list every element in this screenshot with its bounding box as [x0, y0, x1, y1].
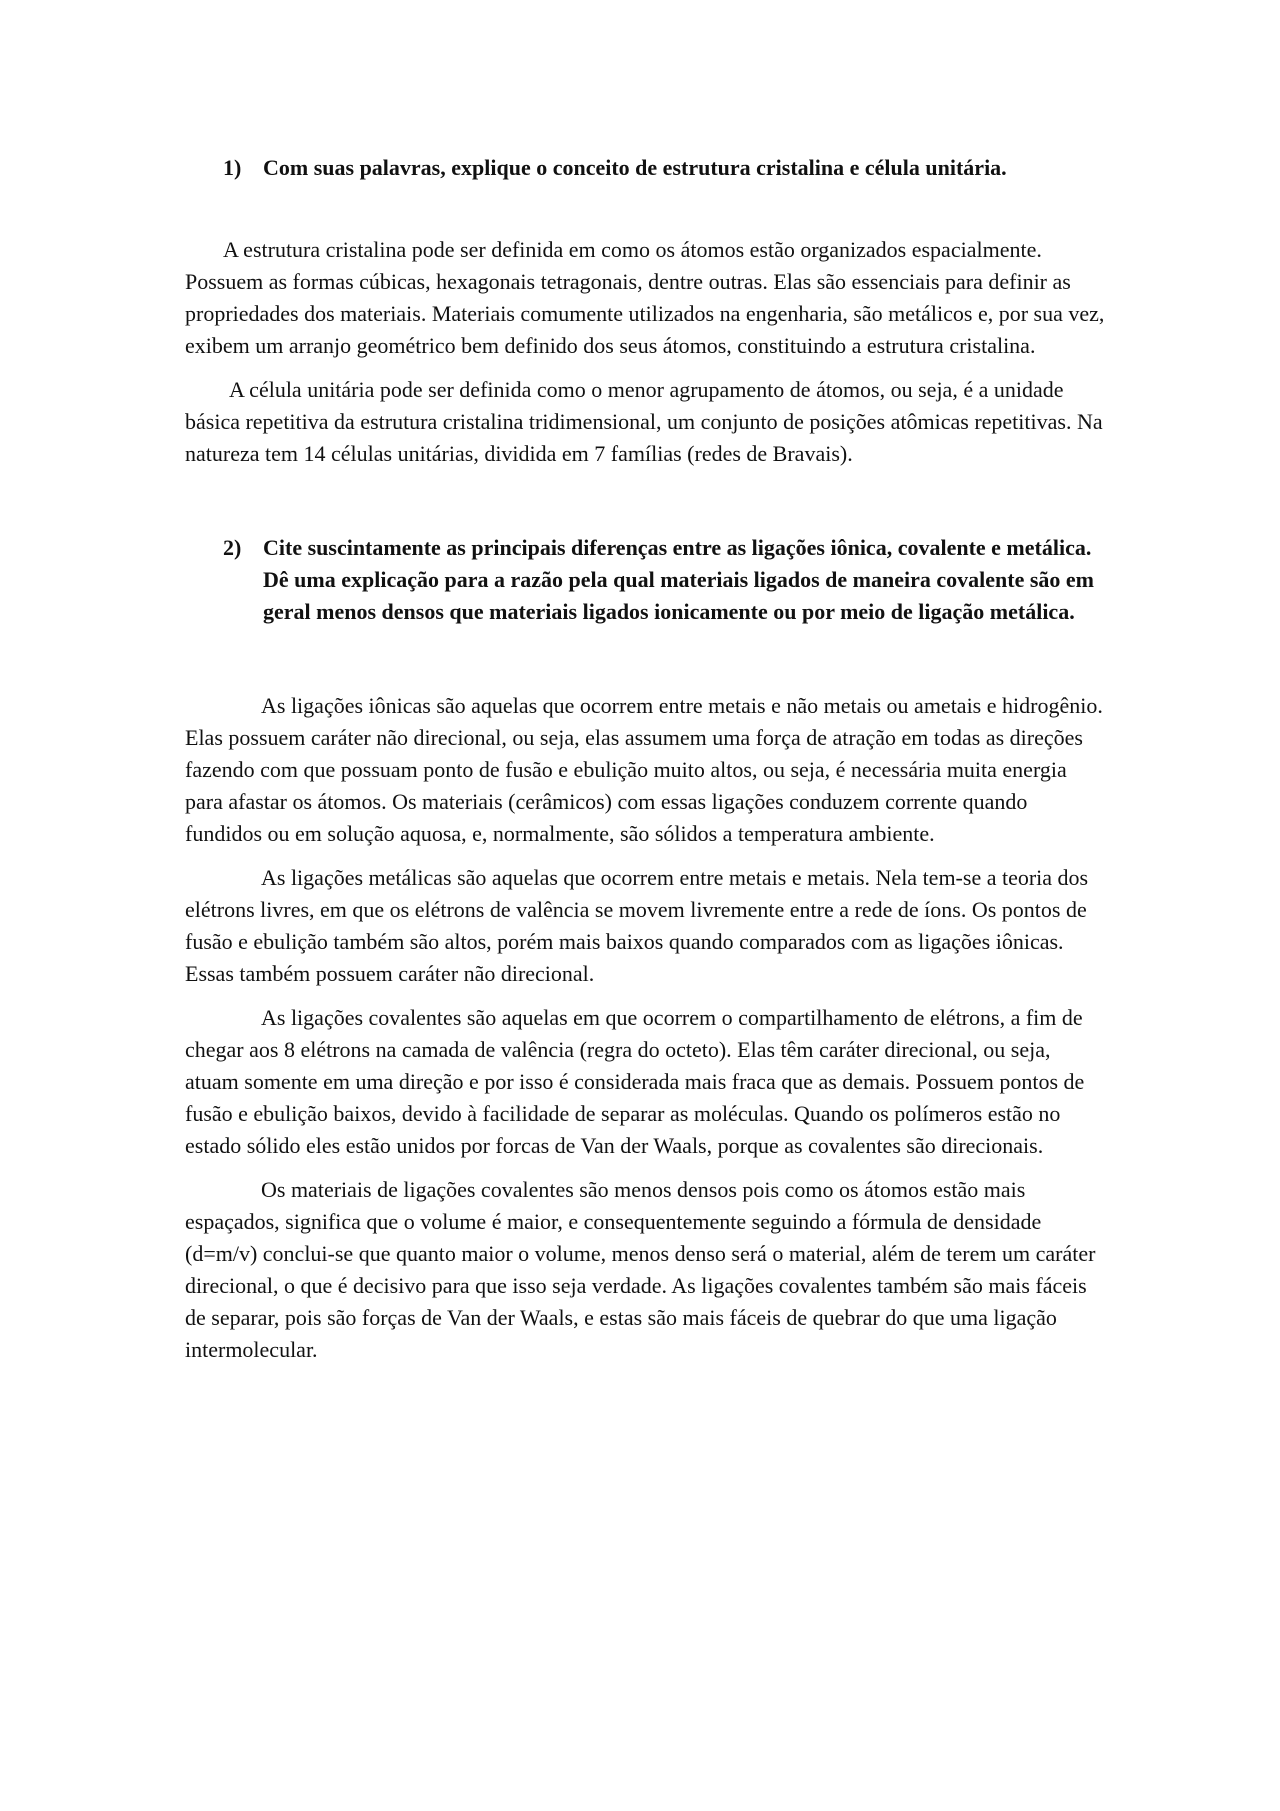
question-2-number: 2): [223, 535, 242, 560]
answer-2-paragraph-1: As ligações iônicas são aquelas que ocorrem entre metais e não metais ou ametais e hidrogênio. Elas possuem caráter não direcional, ou seja, elas assumem uma força de atração em todas as direções fazendo com que possuam ponto de fusão e ebulição muito altos, ou seja, é necessária muita energia para afastar os átomos. Os materiais (cerâmicos) com essas ligações conduzem corrente quando fundidos ou em solução aquosa, e, normalmente, são sólidos a temperatura ambiente.: [185, 693, 1103, 846]
answer-2-paragraph-3: As ligações covalentes são aquelas em que ocorrem o compartilhamento de elétrons, a fim de chegar aos 8 elétrons na camada de valência (regra do octeto). Elas têm caráter direcional, ou seja, atuam somente em uma direção e por isso é considerada mais fraca que as demais. Possuem pontos de fusão e ebulição baixos, devido à facilidade de separar as moléculas. Quando os polímeros estão no estado sólido eles estão unidos por forcas de Van der Waals, porque as covalentes são direcionais.: [185, 1005, 1085, 1158]
answer-2-paragraph-4: Os materiais de ligações covalentes são menos densos pois como os átomos estão mais espaçados, significa que o volume é maior, e consequentemente seguindo a fórmula de densidade (d=m/v) conclui-se que quanto maior o volume, menos denso será o material, além de terem um caráter direcional, o que é decisivo para que isso seja verdade. As ligações covalentes também são mais fáceis de separar, pois são forças de Van der Waals, e estas são mais fáceis de quebrar do que uma ligação intermolecular.: [185, 1177, 1096, 1362]
question-1-text: Com suas palavras, explique o conceito de estrutura cristalina e célula unitária.: [263, 155, 1007, 180]
answer-1-paragraph-2: A célula unitária pode ser definida como o menor agrupamento de átomos, ou seja, é a unidade básica repetitiva da estrutura cristalina tridimensional, um conjunto de posições atômicas repetitivas. Na natureza tem 14 células unitárias, dividida em 7 famílias (redes de Bravais).: [185, 377, 1103, 466]
question-2: [185, 532, 1105, 628]
document-page: [185, 152, 1105, 1366]
question-2-text: Cite suscintamente as principais diferenças entre as ligações iônica, covalente e metálica. Dê uma explicação para a razão pela qual materiais ligados de maneira covalente são em geral menos densos que materiais ligados ionicamente ou por meio de ligação metálica.: [263, 535, 1095, 624]
answer-1-paragraph-1: A estrutura cristalina pode ser definida em como os átomos estão organizados espacialmente. Possuem as formas cúbicas, hexagonais tetragonais, dentre outras. Elas são essenciais para definir as propriedades dos materiais. Materiais comumente utilizados na engenharia, são metálicos e, por sua vez, exibem um arranjo geométrico bem definido dos seus átomos, constituindo a estrutura cristalina.: [185, 237, 1105, 358]
question-1: [185, 152, 1105, 184]
answer-2-paragraph-2: As ligações metálicas são aquelas que ocorrem entre metais e metais. Nela tem-se a teoria dos elétrons livres, em que os elétrons de valência se movem livremente entre a rede de íons. Os pontos de fusão e ebulição também são altos, porém mais baixos quando comparados com as ligações iônicas. Essas também possuem caráter não direcional.: [185, 865, 1089, 986]
question-1-number: 1): [223, 155, 242, 180]
